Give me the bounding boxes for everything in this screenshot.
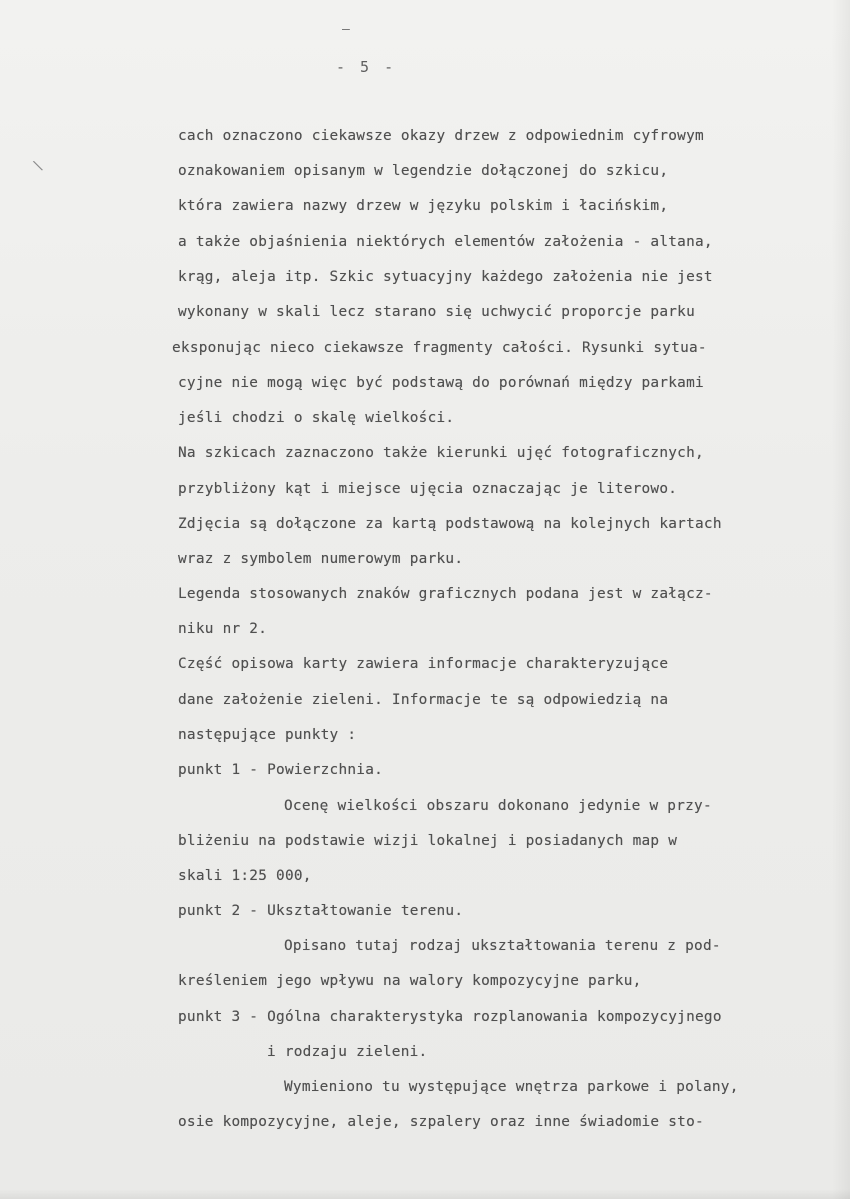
text-line: cach oznaczono ciekawsze okazy drzew z odpowiednim cyfrowym (178, 128, 704, 144)
text-line: wraz z symbolem numerowym parku. (178, 551, 464, 567)
text-line: oznakowaniem opisanym w legendzie dołączonej do szkicu, (178, 163, 669, 179)
text-line: Ocenę wielkości obszaru dokonano jedynie w przy- (284, 798, 712, 814)
text-line: krąg, aleja itp. Szkic sytuacyjny każdego założenia nie jest (178, 269, 713, 285)
text-line: Wymieniono tu występujące wnętrza parkowe i polany, (284, 1079, 739, 1095)
scan-right-edge-shadow (832, 0, 850, 1199)
margin-pen-mark: \ (31, 157, 45, 175)
text-line: następujące punkty : (178, 727, 357, 743)
text-line: dane założenie zieleni. Informacje te są odpowiedzią na (178, 692, 669, 708)
text-line: skali 1:25 000, (178, 868, 312, 884)
text-line: która zawiera nazwy drzew w języku polskim i łacińskim, (178, 198, 669, 214)
text-line: bliżeniu na podstawie wizji lokalnej i posiadanych map w (178, 833, 678, 849)
text-line: punkt 2 - Ukształtowanie terenu. (178, 903, 464, 919)
text-line: punkt 3 - Ogólna charakterystyka rozplanowania kompozycyjnego (178, 1009, 722, 1025)
text-line: Na szkicach zaznaczono także kierunki ujęć fotograficznych, (178, 445, 704, 461)
text-line: wykonany w skali lecz starano się uchwycić proporcje parku (178, 304, 696, 320)
text-line: cyjne nie mogą więc być podstawą do porównań między parkami (178, 375, 704, 391)
text-line: Opisano tutaj rodzaj ukształtowania terenu z pod- (284, 938, 721, 954)
text-line: osie kompozycyjne, aleje, szpalery oraz inne świadomie sto- (178, 1114, 704, 1130)
text-line: a także objaśnienia niektórych elementów założenia - altana, (178, 234, 713, 250)
text-line: Część opisowa karty zawiera informacje charakteryzujące (178, 656, 669, 672)
text-line: niku nr 2. (178, 621, 268, 637)
text-line: punkt 1 - Powierzchnia. (178, 762, 384, 778)
scan-bottom-edge-shadow (0, 1189, 850, 1199)
text-line: przybliżony kąt i miejsce ujęcia oznaczając je literowo. (178, 481, 678, 497)
text-line: i rodzaju zieleni. (267, 1044, 428, 1060)
text-line: Zdjęcia są dołączone za kartą podstawową na kolejnych kartach (178, 516, 722, 532)
page-number: - 5 - (336, 58, 397, 76)
top-dash-mark: — (342, 22, 351, 37)
text-line: eksponując nieco ciekawsze fragmenty całości. Rysunki sytua- (172, 340, 707, 356)
text-line: jeśli chodzi o skalę wielkości. (178, 410, 455, 426)
text-line: kreśleniem jego wpływu na walory kompozycyjne parku, (178, 973, 642, 989)
text-line: Legenda stosowanych znaków graficznych podana jest w załącz- (178, 586, 713, 602)
